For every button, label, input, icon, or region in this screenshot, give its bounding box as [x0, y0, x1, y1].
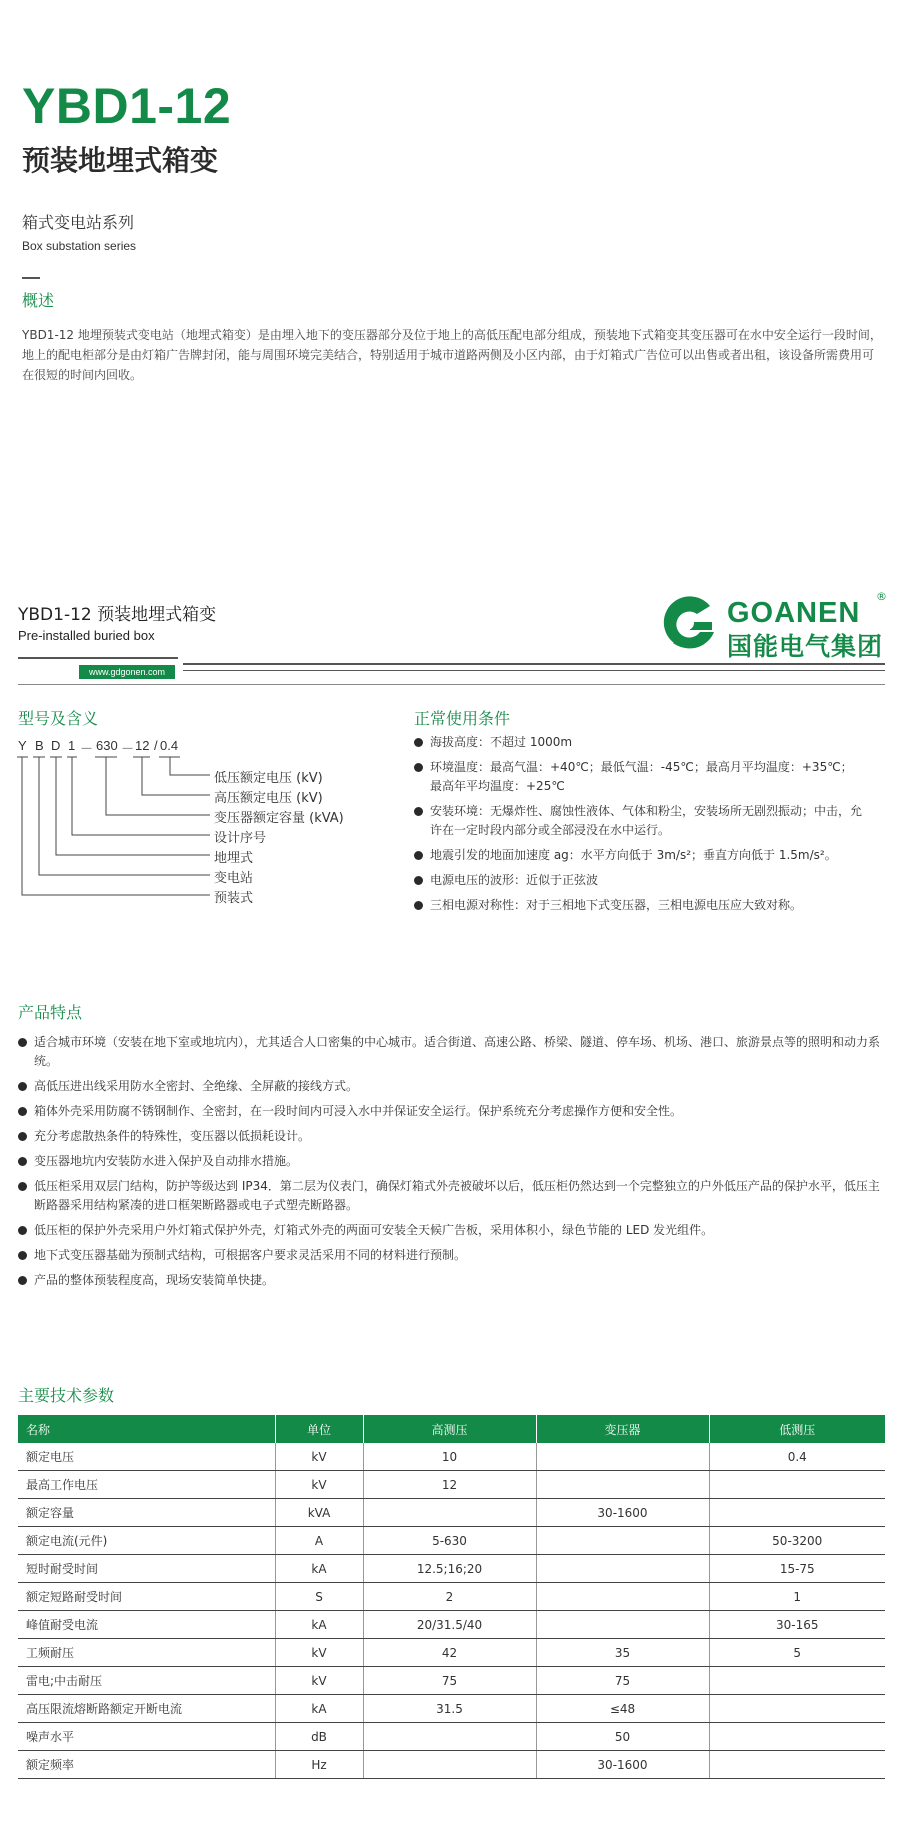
table-cell: 额定电流(元件) [18, 1527, 275, 1555]
table-cell: 31.5 [363, 1695, 536, 1723]
table-cell: kVA [275, 1499, 363, 1527]
table-cell [709, 1471, 885, 1499]
table-header-cell: 低测压 [709, 1415, 885, 1443]
banner-rule-right-thin [183, 670, 885, 671]
series-title-cn: 箱式变电站系列 [22, 213, 135, 232]
table-cell: 峰值耐受电流 [18, 1611, 275, 1639]
table-cell: 5-630 [363, 1527, 536, 1555]
table-row [18, 1751, 885, 1779]
table-cell: kA [275, 1611, 363, 1639]
table-cell: 12.5;16;20 [363, 1555, 536, 1583]
params-heading: 主要技术参数 [18, 1386, 115, 1405]
code-char: / [154, 738, 158, 753]
condition-item: 海拔高度：不超过 1000m [414, 733, 864, 752]
table-cell: kV [275, 1471, 363, 1499]
table-cell: kV [275, 1443, 363, 1471]
table-row [18, 1471, 885, 1499]
feature-item: 箱体外壳采用防腐不锈钢制作、全密封，在一段时间内可浸入水中并保证安全运行。保护系统充分考虑操作方便和安全性。 [18, 1102, 885, 1121]
table-cell: A [275, 1527, 363, 1555]
product-title: 预装地埋式箱变 [22, 144, 219, 177]
logo-text-cn: 国能电气集团 [727, 632, 884, 661]
code-char: 1 [68, 738, 76, 753]
table-cell: 5 [709, 1639, 885, 1667]
code-char: Y [18, 738, 27, 753]
conditions-heading: 正常使用条件 [414, 709, 511, 728]
table-cell [363, 1499, 536, 1527]
feature-item: 充分考虑散热条件的特殊性，变压器以低损耗设计。 [18, 1127, 885, 1146]
code-char: 12 [135, 738, 150, 753]
table-cell: 额定频率 [18, 1751, 275, 1779]
company-logo-icon [656, 592, 726, 654]
banner-subtitle: Pre-installed buried box [18, 628, 155, 643]
table-row [18, 1667, 885, 1695]
table-row [18, 1583, 885, 1611]
banner-rule-bottom [18, 684, 885, 685]
feature-item: 低压柜的保护外壳采用户外灯箱式保护外壳，灯箱式外壳的两面可安装全天候广告板，采用体积小，绿色节能的 LED 发光组件。 [18, 1221, 885, 1240]
table-cell [363, 1751, 536, 1779]
table-cell: 12 [363, 1471, 536, 1499]
meaning-item: 变电站 [214, 871, 254, 886]
table-cell: 10 [363, 1443, 536, 1471]
table-cell: kV [275, 1667, 363, 1695]
table-cell: dB [275, 1723, 363, 1751]
table-row [18, 1611, 885, 1639]
table-cell: kA [275, 1555, 363, 1583]
condition-item: 安装环境：无爆炸性、腐蚀性液体、气体和粉尘，安装场所无剧烈振动；中击，允许在一定时段内部分或全部浸没在水中运行。 [414, 802, 864, 840]
code-char: 630 [96, 738, 118, 753]
table-cell: 高压限流熔断路额定开断电流 [18, 1695, 275, 1723]
table-cell [536, 1443, 709, 1471]
table-cell [709, 1499, 885, 1527]
table-cell: 额定电压 [18, 1443, 275, 1471]
table-row [18, 1695, 885, 1723]
table-cell [709, 1695, 885, 1723]
table-cell [536, 1555, 709, 1583]
table-cell: 短时耐受时间 [18, 1555, 275, 1583]
code-char: 0.4 [160, 738, 179, 753]
table-header-row [18, 1415, 885, 1443]
product-model: YBD1-12 [22, 78, 232, 134]
table-cell: S [275, 1583, 363, 1611]
table-cell: 最高工作电压 [18, 1471, 275, 1499]
condition-item: 电源电压的波形：近似于正弦波 [414, 871, 864, 890]
feature-item: 变压器地坑内安装防水进入保护及自动排水措施。 [18, 1152, 885, 1171]
website-link[interactable]: www.gdgonen.com [79, 665, 175, 679]
table-cell: Hz [275, 1751, 363, 1779]
condition-item: 地震引发的地面加速度 ag：水平方向低于 3m/s²；垂直方向低于 1.5m/s²。 [414, 846, 864, 865]
table-row [18, 1639, 885, 1667]
table-cell: 42 [363, 1639, 536, 1667]
conditions-list [414, 733, 864, 921]
table-cell: kA [275, 1695, 363, 1723]
table-cell: 额定容量 [18, 1499, 275, 1527]
features-list [18, 1033, 885, 1296]
code-char: － [80, 741, 94, 756]
table-cell: 50 [536, 1723, 709, 1751]
table-cell: kV [275, 1639, 363, 1667]
table-cell [363, 1723, 536, 1751]
feature-item: 低压柜采用双层门结构，防护等级达到 IP34．第二层为仪表门，确保灯箱式外壳被破坏以后，低压柜仍然达到一个完整独立的户外低压产品的保护水平，低压主断路器采用结构紧凑的进口框架断路器或电子式塑壳断路器。 [18, 1177, 885, 1215]
table-cell: 35 [536, 1639, 709, 1667]
table-cell: 0.4 [709, 1443, 885, 1471]
table-cell: ≤48 [536, 1695, 709, 1723]
code-char: D [51, 738, 61, 753]
table-cell: 50-3200 [709, 1527, 885, 1555]
table-cell [709, 1751, 885, 1779]
feature-item: 高低压进出线采用防水全密封、全绝缘、全屏蔽的接线方式。 [18, 1077, 885, 1096]
code-char: － [121, 741, 135, 756]
table-cell: 工频耐压 [18, 1639, 275, 1667]
params-table [18, 1415, 885, 1779]
table-cell: 2 [363, 1583, 536, 1611]
table-cell: 雷电;中击耐压 [18, 1667, 275, 1695]
banner-rule-left [18, 657, 178, 659]
overview-text: YBD1-12 地埋预装式变电站（地埋式箱变）是由埋入地下的变压器部分及位于地上的高低压配电部分组成，预装地下式箱变其变压器可在水中安全运行一段时间，地上的配电柜部分是由灯箱广告牌封闭，能与周围环境完美结合，特别适用于城市道路两侧及小区内部，由于灯箱式广告位可以出售或者出租，该设备所需费用可在很短的时间内回收。 [22, 328, 882, 382]
table-cell: 30-165 [709, 1611, 885, 1639]
feature-item: 产品的整体预装程度高，现场安装简单快捷。 [18, 1271, 885, 1290]
table-cell [536, 1471, 709, 1499]
table-cell: 30-1600 [536, 1751, 709, 1779]
table-row [18, 1499, 885, 1527]
table-row [18, 1723, 885, 1751]
model-meaning-diagram [0, 740, 220, 920]
banner-rule-right [183, 663, 885, 665]
divider-dash [22, 277, 40, 279]
table-cell [536, 1611, 709, 1639]
table-cell [536, 1583, 709, 1611]
condition-item: 环境温度：最高气温：+40℃；最低气温：-45℃；最高月平均温度：+35℃；最高年平均温度：+25℃ [414, 758, 864, 796]
table-cell: 30-1600 [536, 1499, 709, 1527]
table-cell [709, 1667, 885, 1695]
series-title-en: Box substation series [22, 239, 137, 253]
table-header-cell: 单位 [275, 1415, 363, 1443]
table-header-cell: 名称 [18, 1415, 275, 1443]
feature-item: 地下式变压器基础为预制式结构，可根据客户要求灵活采用不同的材料进行预制。 [18, 1246, 885, 1265]
code-char: B [35, 738, 44, 753]
table-cell: 额定短路耐受时间 [18, 1583, 275, 1611]
banner-title: YBD1-12 预装地埋式箱变 [18, 605, 217, 625]
meaning-item: 高压额定电压 (kV) [214, 791, 323, 806]
table-cell: 噪声水平 [18, 1723, 275, 1751]
table-cell: 75 [536, 1667, 709, 1695]
table-row [18, 1527, 885, 1555]
table-cell: 15-75 [709, 1555, 885, 1583]
overview-heading: 概述 [22, 291, 55, 310]
table-cell: 75 [363, 1667, 536, 1695]
logo-text-en: GOANEN [727, 597, 861, 629]
meaning-item: 变压器额定容量 (kVA) [214, 811, 344, 826]
table-cell: 20/31.5/40 [363, 1611, 536, 1639]
features-heading: 产品特点 [18, 1003, 83, 1022]
table-body [18, 1443, 885, 1779]
table-cell: 1 [709, 1583, 885, 1611]
condition-item: 三相电源对称性：对于三相地下式变压器，三相电源电压应大致对称。 [414, 896, 864, 915]
meaning-item: 设计序号 [214, 831, 267, 846]
table-cell [709, 1723, 885, 1751]
meaning-item: 预装式 [214, 891, 254, 906]
table-header-cell: 高测压 [363, 1415, 536, 1443]
feature-item: 适合城市环境（安装在地下室或地坑内），尤其适合人口密集的中心城市。适合街道、高速公路、桥梁、隧道、停车场、机场、港口、旅游景点等的照明和动力系统。 [18, 1033, 885, 1071]
table-row [18, 1443, 885, 1471]
meaning-item: 地埋式 [214, 851, 254, 866]
registered-mark: ® [876, 590, 887, 603]
table-cell [536, 1527, 709, 1555]
table-row [18, 1555, 885, 1583]
table-header-cell: 变压器 [536, 1415, 709, 1443]
meaning-item: 低压额定电压 (kV) [214, 771, 323, 786]
model-meaning-heading: 型号及含义 [18, 709, 99, 728]
